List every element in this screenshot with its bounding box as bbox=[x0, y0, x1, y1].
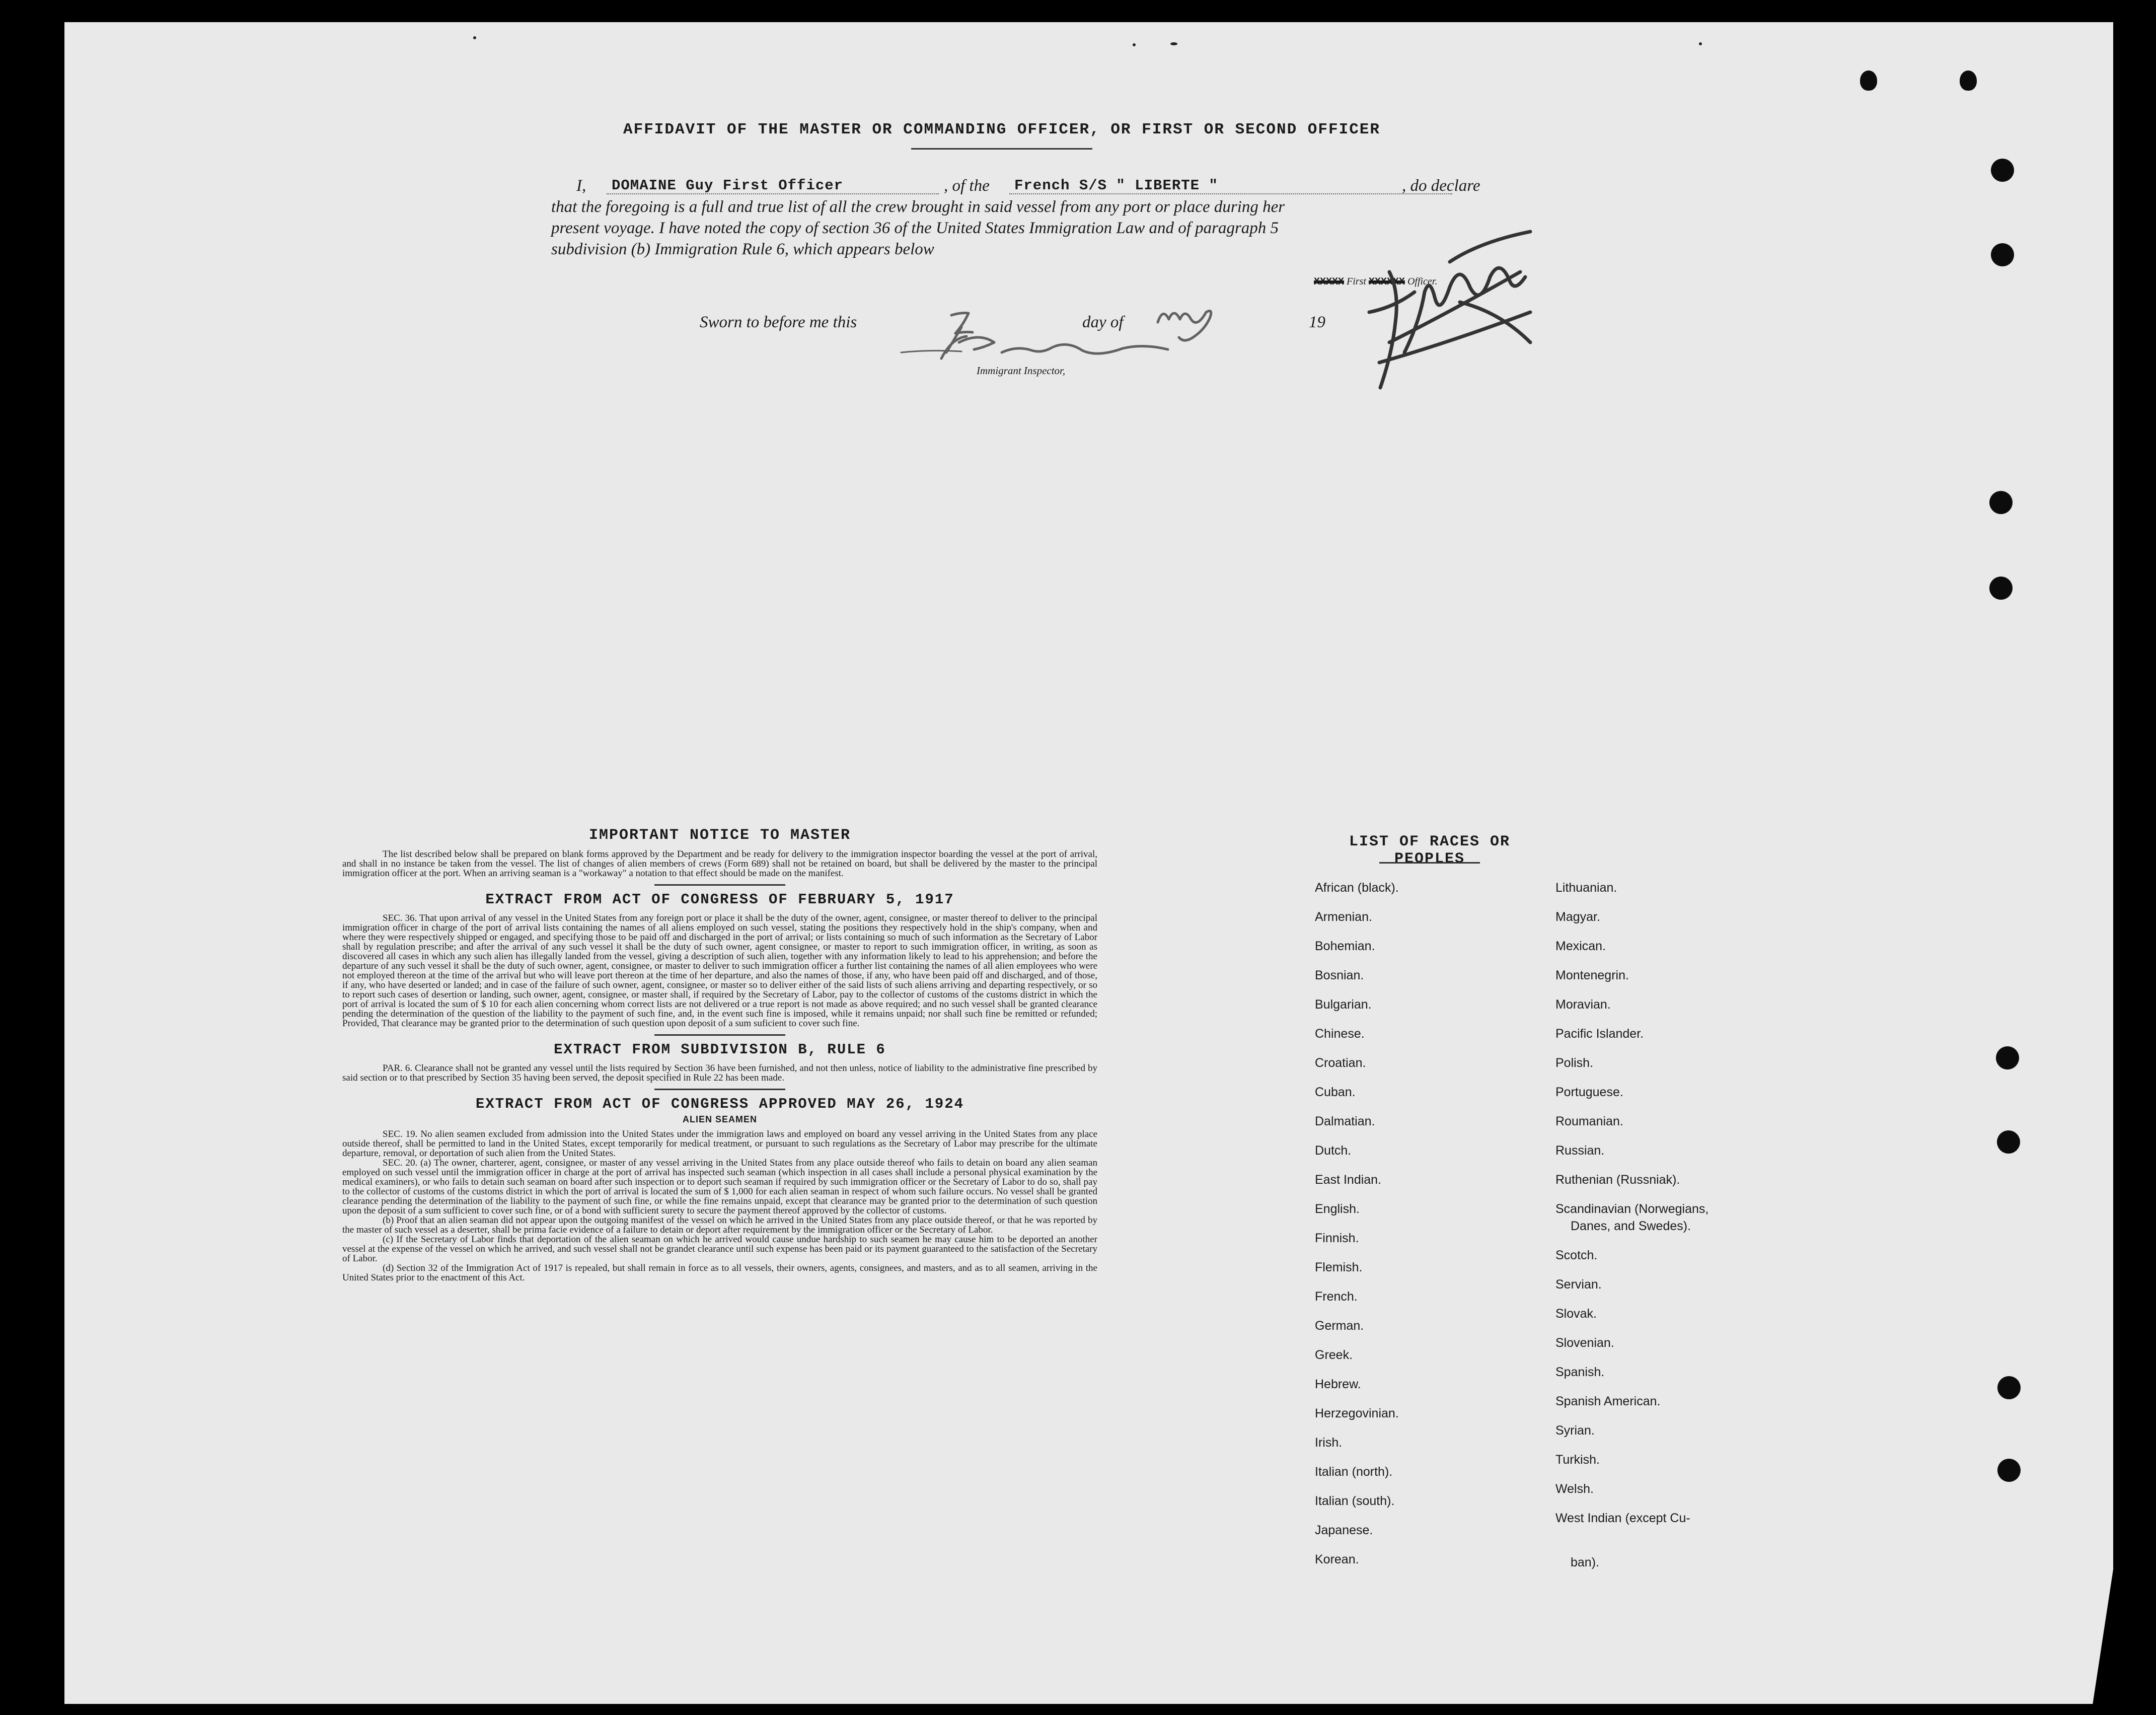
race-item: Dutch. bbox=[1315, 1144, 1352, 1158]
inspector-label: Immigrant Inspector, bbox=[977, 365, 1066, 377]
race-item: Chinese. bbox=[1315, 1027, 1365, 1041]
inspector-dash bbox=[901, 350, 961, 352]
race-item: Croatian. bbox=[1315, 1056, 1366, 1070]
sworn-year: 19 bbox=[1309, 313, 1325, 331]
race-item: English. bbox=[1315, 1202, 1360, 1216]
notice-title: IMPORTANT NOTICE TO MASTER bbox=[588, 827, 851, 844]
race-item: Herzegovinian. bbox=[1315, 1406, 1399, 1420]
signature-label-first: First bbox=[1347, 276, 1366, 287]
race-item: Bohemian. bbox=[1315, 939, 1375, 953]
section-20d-text: (d) Section 32 of the Immigration Act of 1917 is repealed, but shall remain in force as to all vessels, their owners, agents, consignees, and masters, and as to all seamen, arriving in the United States prior to the enactment of this Act. bbox=[342, 1263, 1097, 1283]
race-item: Hebrew. bbox=[1315, 1377, 1361, 1391]
race-item: Korean. bbox=[1315, 1552, 1359, 1566]
race-item: Polish. bbox=[1555, 1056, 1594, 1070]
section-36-text: SEC. 36. That upon arrival of any vessel in the United States from any foreign port or place it shall be the duty of the owner, agent, consignee, or master thereof to deliver to the principal immigration officer in charge of the port of arrival lists containing the names of all aliens employed on such vessel, stating the positions they respectively hold in the ship's company, when and where they were respectively shipped or engaged, and specifying those to be paid off and discharged in the port of arrival; or lists containing so much of such information as the Secretary of Labor shall by regulation prescribe; and after the arrival of any such vessel it shall be the duty of such owner, agent consignee, or master to report to such immigration officer, in writing, as soon as discovered all cases in which any such alien has illegally landed from the vessel, giving a description of such alien, together with any information likely to lead to his apprehension; and before the departure of any such vessel it shall be the duty of such owner, agent, consignee, or master to deliver to such immigration officer a further list containing the names of all alien employees who were not employed thereon at the time of the arrival but who will leave port thereon at the time of her departure, and also the names of those, if any, who have been paid off and discharged, and of those, if any, who have deserted or landed; and in case of the failure of such owner, agent, consignee, or master so to deliver either of the said lists of such aliens arriving and departing respectively, or so to report such cases of desertion or landing, such owner, agent, consignee, or master shall, if required by the Secretary of Labor, pay to the collector of customs of the customs district in which the port of arrival is located the sum of $ 10 for each alien concerning whom correct lists are not delivered or a true report is not made as above required; and no such vessel shall be granted clearance pending the determination of the question of the liability to the payment of such fine, and, in the event such fine is imposed, while it remains unpaid; nor shall such fine be remitted or refunded; Provided, That clearance may be granted prior to the determination of such question upon deposit of a sum suficient to cover such fine. bbox=[342, 913, 1097, 1029]
declaration-line-4: subdivision (b) Immigration Rule 6, which appears below bbox=[551, 240, 934, 258]
sworn-day-of: day of bbox=[1082, 313, 1124, 331]
section-20c-text: (c) If the Secretary of Labor finds that deportation of the alien seaman on which he arrived would cause undue hardship to such seamen he may cause him to be deported an another vessel at the expense of the vessel on which he arrived, and such vessel shall not be grandet clearance until such expense has been paid or its payment guaranteed to the satisfaction of the Secretary of Labor. bbox=[342, 1234, 1097, 1264]
sworn-text: Sworn to before me this bbox=[700, 313, 857, 331]
declaration-i: I, bbox=[576, 177, 586, 195]
section-19-text: SEC. 19. No alien seamen excluded from admission into the United States under the immigration laws and employed on board any vessel arriving in the United States from any place outside thereof, shall be permitted to land in the United States, except temporarily for medical treatment, or pursuant to such regulations as the Secretary of Labor may prescribe for the ultimate departure, removal, or deportation of such alien from the United States. bbox=[342, 1129, 1097, 1159]
section-rule bbox=[654, 1034, 785, 1036]
section-20b-text: (b) Proof that an alien seaman did not appear upon the outgoing manifest of the vessel on which he arrived in the United States from any place outside thereof, or that he was reported by the master of such vessel as a deserter, shall be prima facie evidence of a failure to detain or deport after requirement by the immigration officer or the Secretary of Labor. bbox=[342, 1215, 1097, 1235]
race-item: Irish. bbox=[1315, 1436, 1343, 1450]
race-item: East Indian. bbox=[1315, 1173, 1382, 1187]
race-item: Turkish. bbox=[1555, 1453, 1600, 1467]
race-item: West Indian (except Cu- bbox=[1555, 1511, 1690, 1525]
race-item: Lithuanian. bbox=[1555, 881, 1617, 895]
declaration-of-the: , of the bbox=[944, 177, 990, 195]
race-item: Finnish. bbox=[1315, 1231, 1359, 1245]
act-1917-title: EXTRACT FROM ACT OF CONGRESS OF FEBRUARY 5, 1917 bbox=[485, 891, 954, 908]
race-item: Dalmatian. bbox=[1315, 1114, 1375, 1128]
race-item: Spanish. bbox=[1555, 1365, 1605, 1379]
vessel-name: French S/S " LIBERTE " bbox=[1014, 177, 1218, 194]
race-item: Moravian. bbox=[1555, 997, 1611, 1012]
handwritten-month bbox=[1158, 311, 1211, 340]
handwritten-day bbox=[951, 313, 973, 334]
races-title: LIST OF RACES OR PEOPLES bbox=[1349, 833, 1511, 868]
race-item: Welsh. bbox=[1555, 1482, 1594, 1496]
signature-label-officer: Officer. bbox=[1407, 276, 1438, 287]
struck-text: XXXXX bbox=[1314, 276, 1345, 288]
notice-paragraph: The list described below shall be prepared on blank forms approved by the Department and be ready for delivery to the immigration inspector boarding the vessel at the port of arrival, and shall in no instance be taken from the vessel. The list of changes of alien members of crews (Form 689) shall not be retained on board, but shall be delivered by the master to the principal immigration officer at the port. When an arriving seaman is a "workaway" a notation to that effect should be made on the manifest. bbox=[342, 849, 1097, 879]
race-item: Pacific Islander. bbox=[1555, 1027, 1644, 1041]
race-item: African (black). bbox=[1315, 881, 1399, 895]
race-item: Mexican. bbox=[1555, 939, 1606, 953]
race-item: Portuguese. bbox=[1555, 1085, 1623, 1099]
race-item: Danes, and Swedes). bbox=[1571, 1219, 1691, 1233]
rule-6-title: EXTRACT FROM SUBDIVISION B, RULE 6 bbox=[554, 1041, 886, 1058]
race-item: Scotch. bbox=[1555, 1248, 1598, 1262]
race-item: Spanish American. bbox=[1555, 1394, 1661, 1408]
race-item: Ruthenian (Russniak). bbox=[1555, 1173, 1680, 1187]
act-1924-title: EXTRACT FROM ACT OF CONGRESS APPROVED MAY 26, 1924 bbox=[475, 1096, 964, 1112]
race-item: ban). bbox=[1571, 1555, 1599, 1569]
important-notice bbox=[342, 827, 1097, 1283]
race-item: Slovenian. bbox=[1555, 1336, 1614, 1350]
race-item: German. bbox=[1315, 1319, 1364, 1333]
race-item: Syrian. bbox=[1555, 1423, 1595, 1438]
race-item: Japanese. bbox=[1315, 1523, 1373, 1537]
race-item: Bulgarian. bbox=[1315, 997, 1372, 1012]
race-item: Bosnian. bbox=[1315, 968, 1364, 982]
race-item: Italian (south). bbox=[1315, 1494, 1395, 1508]
section-rule bbox=[654, 884, 785, 886]
declaration-line-3: present voyage. I have noted the copy of section 36 of the United States Immigration Law and of paragraph 5 bbox=[551, 219, 1279, 237]
alien-seamen-subheading: ALIEN SEAMEN bbox=[682, 1114, 757, 1124]
declaration-do-declare: , do declare bbox=[1402, 177, 1480, 195]
race-item: Roumanian. bbox=[1555, 1114, 1623, 1128]
race-item: Flemish. bbox=[1315, 1260, 1363, 1274]
race-item: Italian (north). bbox=[1315, 1465, 1393, 1479]
race-item: Magyar. bbox=[1555, 910, 1600, 924]
race-item: Russian. bbox=[1555, 1144, 1605, 1158]
race-item: Armenian. bbox=[1315, 910, 1372, 924]
officer-name: DOMAINE Guy First Officer bbox=[612, 177, 844, 194]
race-item: French. bbox=[1315, 1290, 1358, 1304]
inspector-signature bbox=[941, 327, 1168, 359]
race-item: Scandinavian (Norwegians, bbox=[1555, 1202, 1709, 1216]
race-item: Greek. bbox=[1315, 1348, 1353, 1362]
race-item: Cuban. bbox=[1315, 1085, 1356, 1099]
struck-text: XXXXXX bbox=[1368, 276, 1405, 288]
section-20a-text: SEC. 20. (a) The owner, charterer, agent, consignee, or master of any vessel arriving in the United States from any place outside thereof who fails to detain on board any alien seaman employed on such vessel until the immigration officer in charge at the port of arrival has inspected such seaman (which inspection in all cases shall include a personal physical examination by the medical examiners), or who fails to detain such seaman on board after such inspection or to deport such seaman if required by such immigration officer or the Secretary of Labor to do so, shall pay to the collector of customs of the customs district in which the port of arrival is located the sum of $ 1,000 for each alien seaman in respect of whom such failure occurs. No vessel shall be granted clearance pending the determination of the liability to the payment of such fine, or while the fine remains unpaid, except that clearance may be granted prior to the determination of such question upon the deposit of a sum sufficient to cover such fine, or of a bond with sufficient surety to secure the payment thereof approved by the collector of customs. bbox=[342, 1158, 1097, 1216]
races-title-rule bbox=[1379, 862, 1480, 864]
officer-signature bbox=[1369, 232, 1530, 388]
paragraph-6-text: PAR. 6. Clearance shall not be granted any vessel until the lists required by Section 36 have been furnished, and not then unless, notice of liability to the administrative fine prescribed by said section or to that prescribed by Section 35 having been served, the deposit specified in Rule 22 has been made. bbox=[342, 1063, 1097, 1083]
race-item: Montenegrin. bbox=[1555, 968, 1629, 982]
race-item: Servian. bbox=[1555, 1277, 1602, 1292]
race-item: Slovak. bbox=[1555, 1307, 1597, 1321]
declaration-line-2: that the foregoing is a full and true list of all the crew brought in said vessel from any port or place during her bbox=[551, 198, 1285, 216]
affidavit-title: AFFIDAVIT OF THE MASTER OR COMMANDING OFFICER, OR FIRST OR SECOND OFFICER bbox=[623, 121, 1381, 138]
section-rule bbox=[654, 1089, 785, 1090]
